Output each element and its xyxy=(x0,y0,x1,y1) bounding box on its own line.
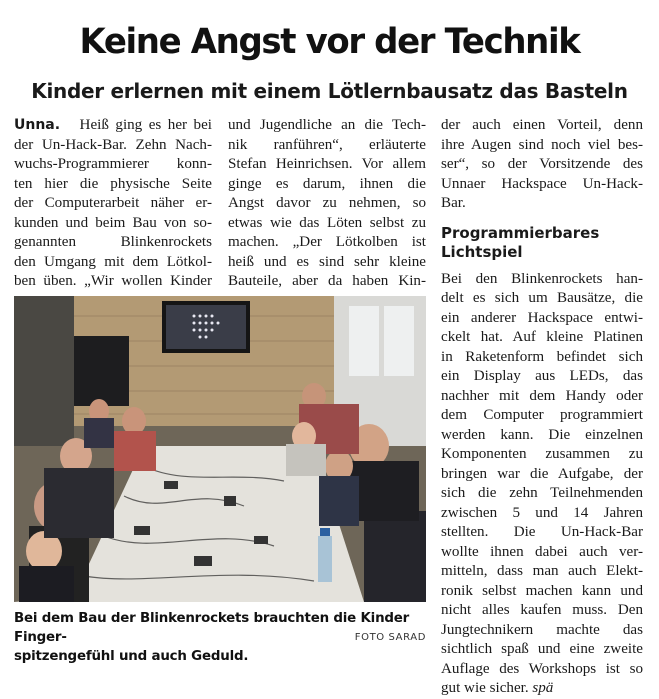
caption-line-2: spitzengefühl und auch Geduld. xyxy=(14,649,249,664)
text-line: heiß und es sind sehr kleine xyxy=(228,253,426,270)
text-line: sichtlich spaß und eine zweite xyxy=(441,641,643,657)
text-line: ihre Augen sind noch viel bes- xyxy=(441,136,643,153)
text-line: Unna. Heiß ging es her bei xyxy=(14,117,212,133)
text-line: machen. „Der Lötkolben ist xyxy=(228,234,426,250)
text-line: nicht alles kaufen muss. Den xyxy=(441,602,643,618)
text-line: stellten. Die Un-Hack-Bar xyxy=(441,524,643,540)
text-line: den Umgang mit dem Lötkol- xyxy=(14,253,212,270)
text-line: Bauteile, aber da haben Kin- xyxy=(228,273,426,289)
text-line: ser“, so der Vorsitzende des xyxy=(441,156,643,172)
article-column-2 xyxy=(228,116,426,292)
dateline: Unna. xyxy=(14,117,61,133)
text-line: delt es sich um Bausätze, die xyxy=(441,290,643,306)
text-line: wuchs-Programmierer konn- xyxy=(14,156,212,172)
text-line: werden kann. Die einzelnen xyxy=(441,426,643,443)
text-line: ronik selbst machen kann und xyxy=(441,582,643,599)
author-signature: spä xyxy=(532,680,554,696)
crosshead-line-2: Lichtspiel xyxy=(441,242,523,261)
text-line: ckelt hat. Auf kleine Platinen xyxy=(441,329,643,345)
text-line: Komponenten zusammen zu xyxy=(441,446,643,462)
text-line: etwas wie das Löten selbst zu xyxy=(228,214,426,231)
text-line: ein Display aus LEDs, das xyxy=(441,368,643,384)
text-line: ein anderer Hackspace entwi- xyxy=(441,309,643,326)
text-line: kunden und beim Bau von so- xyxy=(14,214,212,231)
text-line: in Raketenform befindet sich xyxy=(441,348,643,365)
text-line: Angst davor zu nehmen, so xyxy=(228,195,426,211)
text-line: zwischen 5 und 14 Jahren xyxy=(441,504,643,521)
crosshead-line-1: Programmierbares xyxy=(441,223,600,242)
text-line: Unnaer Hackspace Un-Hack- xyxy=(441,175,643,192)
headline: Keine Angst vor der Technik xyxy=(79,22,580,62)
text-line: gut wie sicher. spä xyxy=(441,680,554,696)
text-line: wollte ihnen dabei auch ver- xyxy=(441,543,643,560)
text-line: Bar. xyxy=(441,195,466,211)
text-line: sich die zehn Teilnehmenden xyxy=(441,485,643,501)
text-line: ginge es darum, ihnen die xyxy=(228,175,426,192)
article-photo xyxy=(14,296,426,602)
caption-line-1: Bei dem Bau der Blinkenrockets brauchten die Kinder Finger- xyxy=(14,611,410,645)
text-line: Bei den Blinkenrockets han- xyxy=(441,270,643,287)
text-line: Stefan Heinrichsen. Vor allem xyxy=(228,156,426,172)
text-line: Jungtechnikern machte das xyxy=(441,621,643,638)
article-column-1 xyxy=(14,116,212,292)
subheadline: Kinder erlernen mit einem Lötlernbausatz das Basteln xyxy=(31,79,628,103)
text-line: mitteln, dass man auch Elekt- xyxy=(441,563,643,579)
photo-credit: FOTO SARAD xyxy=(354,632,426,643)
text-line: der Un-Hack-Bar. Zehn Nach- xyxy=(14,136,212,153)
text-line: dem Computer programmiert xyxy=(441,407,643,423)
text-line: genannten Blinkenrockets xyxy=(14,234,212,250)
text-line: der Computerarbeit näher er- xyxy=(14,195,212,211)
text-line: bringen war die Aufgabe, der xyxy=(441,465,643,482)
text-line: der auch einen Vorteil, denn xyxy=(441,117,643,133)
text-line: ten hier die physische Seite xyxy=(14,175,212,192)
text-line: nik ranführen“, erläuterte xyxy=(228,136,426,153)
text-line: Auflage des Workshops ist so xyxy=(441,660,643,677)
text-line: und Jugendliche an die Tech- xyxy=(228,117,426,133)
workshop-photo-illustration xyxy=(14,296,426,602)
crosshead xyxy=(441,224,643,262)
article-column-3 xyxy=(441,116,643,699)
text-line: nachher mit dem Handy oder xyxy=(441,387,643,404)
text-line: ben üben. „Wir wollen Kinder xyxy=(14,273,212,289)
